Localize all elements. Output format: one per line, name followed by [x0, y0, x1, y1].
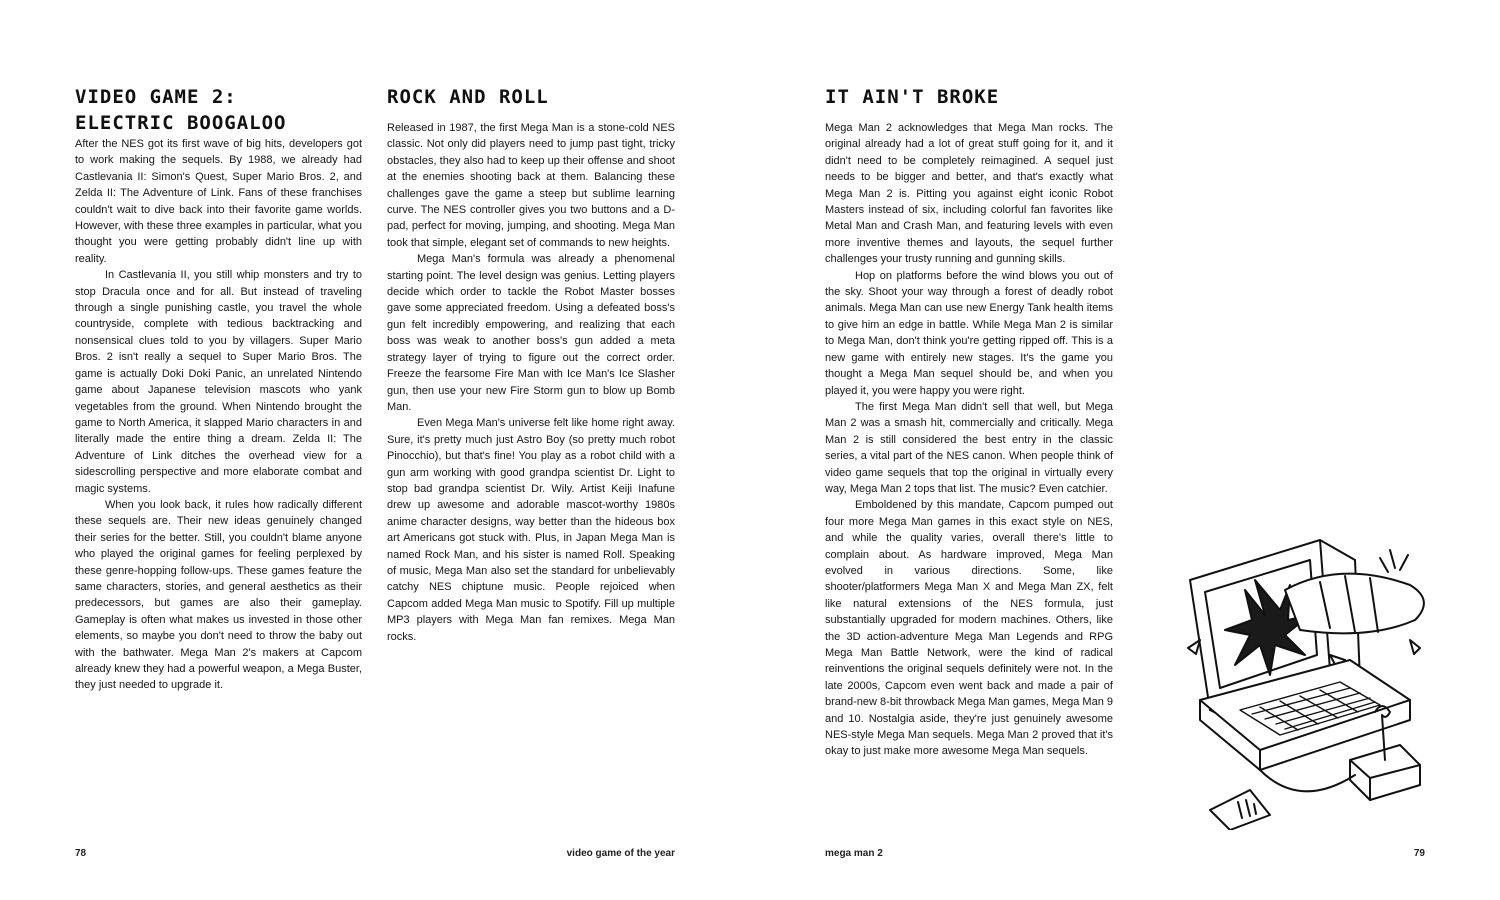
page-number-left: 78 [75, 848, 87, 859]
paragraph: In Castlevania II, you still whip monsters and try to stop Dracula once and for all. But instead of traveling through a single punishing castle, you travel the whole countryside, complete with tedious backtracking and nonsensical clues told to you by villagers. Super Mario Bros. 2 isn't really a sequel to Super Mario Bros. The game is actually Doki Doki Panic, an unrelated Nintendo game about Japanese television mascots who yank vegetables from the ground. When Nintendo brought the game to North America, it slapped Mario characters in and literally made the entire thing a dream. Zelda II: The Adventure of Link ditches the overhead view for a sidescrolling perspective and more elaborate combat and magic systems. [75, 269, 362, 495]
paragraph: Hop on platforms before the wind blows you out of the sky. Shoot your way through a forest of deadly robot animals. Mega Man can use new Energy Tank health items to give him an edge in battle. While Mega Man 2 is similar to Mega Man, don't think you're getting ripped off. This is a new game with entirely new stages. It's the game you thought a Mega Man sequel should be, and when you played it, you were happy you were right. [825, 269, 1113, 397]
paragraph: The first Mega Man didn't sell that well, but Mega Man 2 was a smash hit, commercially and critically. Mega Man 2 is still considered the best entry in the classic series, a vital part of the NES canon. When people think of video game sequels that top the original in virtually every way, Mega Man 2 tops that list. The music? Even catchier. [825, 400, 1113, 495]
heading-line-2: ELECTRIC BOOGALOO [75, 112, 287, 134]
section-heading-it-aint-broke [825, 84, 999, 110]
page-number-right: 79 [1413, 848, 1425, 859]
paragraph: Mega Man 2 acknowledges that Mega Man rocks. The original already had a lot of great stuff going for it, and it didn't need to be completely reimagined. A sequel just needs to be bigger and better, and that's exactly what Mega Man 2 is. Pitting you against eight iconic Robot Masters instead of six, including colorful fan favorites like Metal Man and Crash Man, and featuring levels with even more inventive themes and layouts, the sequel further challenges your trusty running and gunning skills. [825, 122, 1113, 266]
heading-text: ROCK AND ROLL [387, 86, 549, 108]
running-head-left: video game of the year [566, 848, 675, 859]
column-it-aint-broke [825, 120, 1113, 760]
paragraph: After the NES got its first wave of big hits, developers got to work making the sequels. By 1988, we already had Castlevania II: Simon's Quest, Super Mario Bros. 2, and Zelda II: The Adventure of Link. Fans of these franchises couldn't wait to dive back into their favorite game worlds. However, with these three examples in particular, what you thought you were getting probably didn't line up with reality. [75, 138, 362, 265]
paragraph: Emboldened by this mandate, Capcom pumped out four more Mega Man games in this exact style on NES, and while the quality varies, overall there's little to complain about. As hardware improved, Mega Man evolved in various directions. Some, like shooter/platformers Mega Man X and Mega Man ZX, felt like natural extensions of the NES formula, just substantially upgraded for modern machines. Others, like the 3D action-adventure Mega Man Legends and RPG Mega Man Battle Network, were the kind of radical reinventions the original sequels definitely were not. In the late 2000s, Capcom even went back and made a pair of brand-new 8-bit throwback Mega Man games, Mega Man 9 and 10. Nostalgia aside, they're just genuinely awesome NES-style Mega Man sequels. Mega Man 2 proved that it's okay to just make more awesome Mega Man sequels. [825, 499, 1113, 758]
paragraph: Even Mega Man's universe felt like home right away. Sure, it's pretty much just Astro Boy (so pretty much robot Pinocchio), but that's fine! You play as a robot child with a gun arm working with good grandpa scientist Dr. Light to stop bad grandpa scientist Dr. Wily. Artist Keiji Inafune drew up awesome and adorable mascot-worthy 1980s anime character designs, way better than the hideous box art Americans got stuck with. Plus, in Japan Mega Man is named Rock Man, and his sister is named Roll. Speaking of music, Mega Man also set the standard for unbelievably catchy NES chiptune music. People rejoiced when Capcom added Mega Man music to Spotify. Fill up multiple MP3 players with Mega Man fan remixes. Mega Man rocks. [387, 417, 675, 643]
heading-text: IT AIN'T BROKE [825, 86, 1000, 108]
paragraph: When you look back, it rules how radically different these sequels are. Their new ideas genuinely changed their series for the better. Still, you couldn't blame anyone who played the original games for feeling perplexed by these genre-hopping follow-ups. These games feature the same characters, stories, and general aesthetics as their predecessors, but games are also their gameplay. Gameplay is often what makes us invested in those other elements, so maybe you don't need to throw the baby out with the bathwater. Mega Man 2's makers at Capcom already knew they had a powerful weapon, a Mega Buster, they just needed to upgrade it. [75, 498, 362, 692]
column-rock-and-roll [387, 120, 675, 645]
running-head-right: mega man 2 [825, 848, 883, 859]
heading-line-1: VIDEO GAME 2: [75, 86, 237, 108]
section-heading-rock-and-roll [387, 84, 549, 110]
paragraph: Released in 1987, the first Mega Man is a stone-cold NES classic. Not only did players need to jump past tight, tricky obstacles, they also had to keep up their offense and shoot at the enemies shooting back at them. Balancing these challenges gave the game a steep but sublime learning curve. The NES controller gives you two buttons and a D-pad, perfect for moving, jumping, and shooting. Mega Man took that simple, elegant set of commands to new heights. [387, 122, 675, 249]
paragraph: Mega Man's formula was already a phenomenal starting point. The level design was genius. Letting players decide which order to tackle the Robot Master bosses gave some appreciated freedom. Using a defeated boss's gun felt incredibly empowering, and realizing that each boss was weak to another boss's gun added a meta strategy layer of trying to figure out the correct order. Freeze the fearsome Fire Man with Ice Man's Ice Slasher gun, then use your new Fire Storm gun to blow up Bomb Man. [387, 253, 675, 413]
computer-illustration [1170, 520, 1440, 830]
section-heading-video-game-2 [75, 84, 286, 136]
column-video-game-2 [75, 136, 362, 694]
